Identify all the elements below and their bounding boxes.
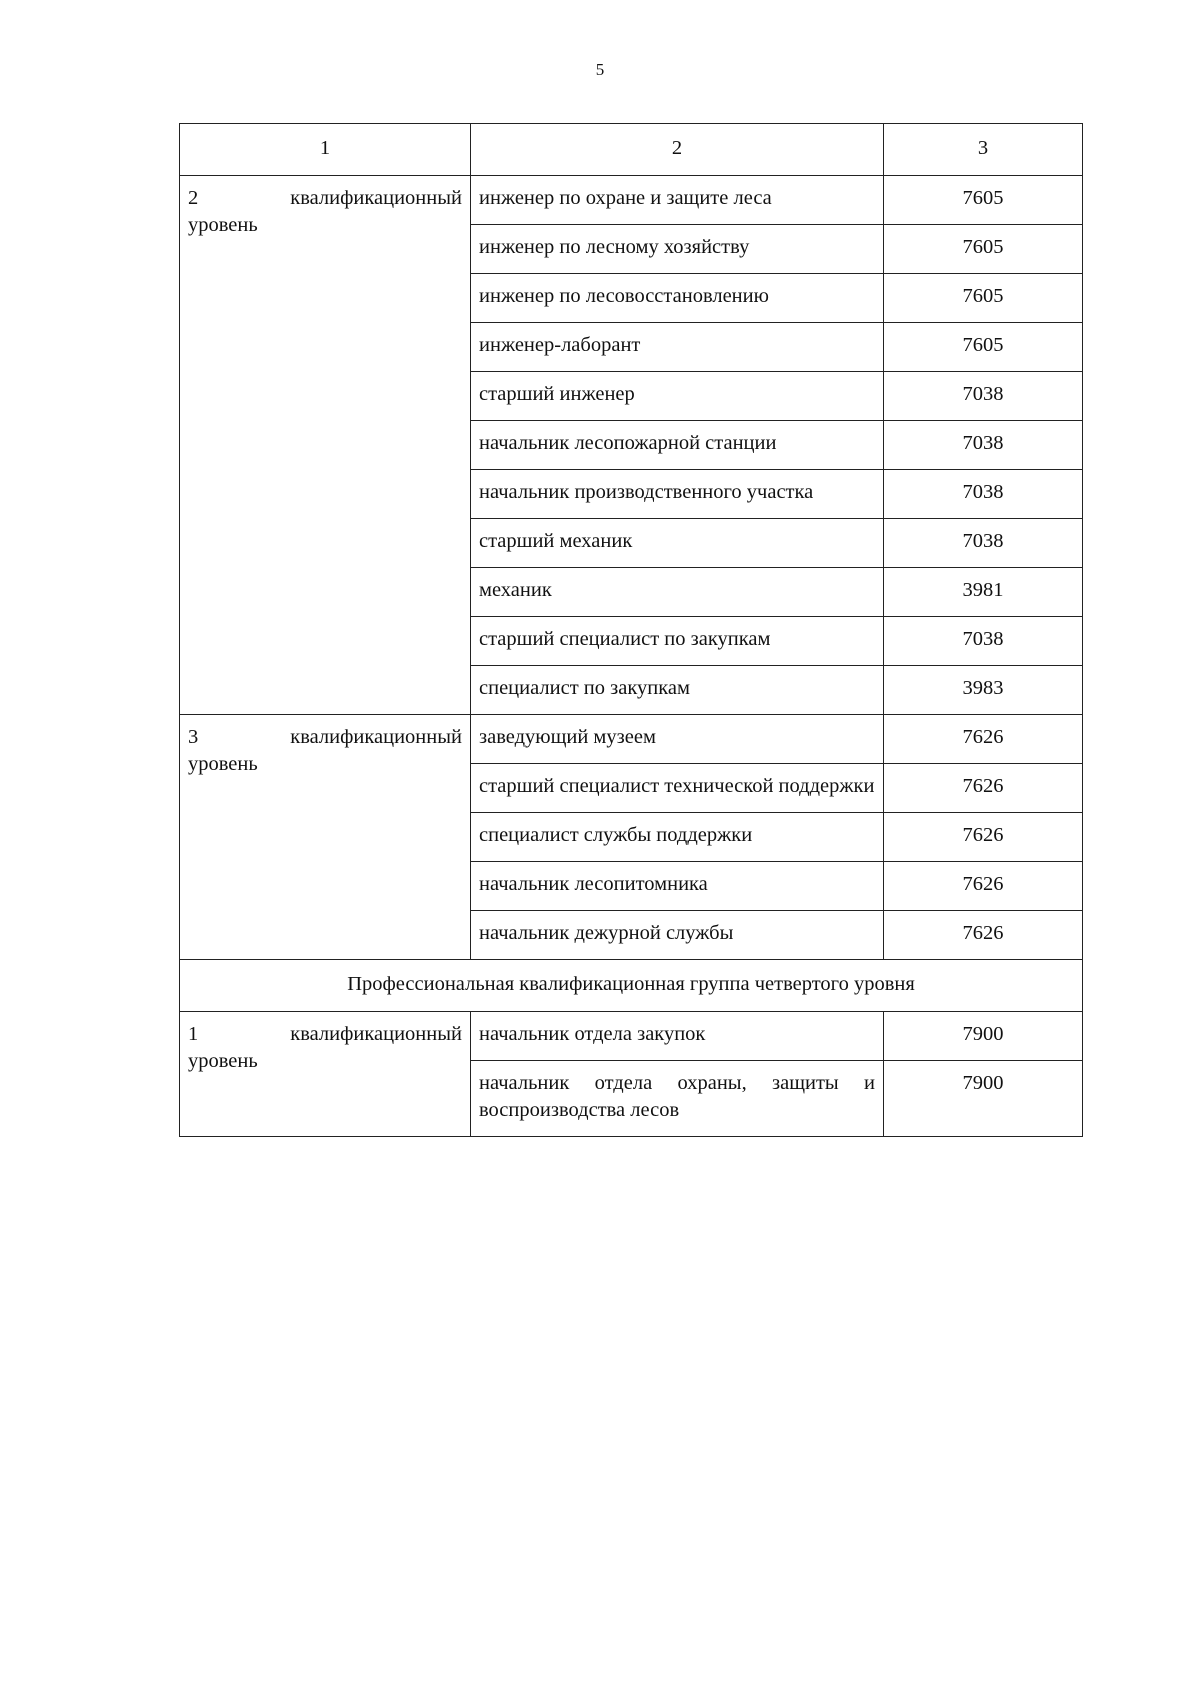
salary-cell: 7605 [884, 323, 1083, 372]
salary-cell: 7626 [884, 715, 1083, 764]
position-cell: специалист службы поддержки [471, 813, 884, 862]
position-cell: инженер по лесному хозяйству [471, 225, 884, 274]
salary-cell: 7900 [884, 1012, 1083, 1061]
header-col-2: 2 [471, 124, 884, 176]
position-cell: специалист по закупкам [471, 666, 884, 715]
salary-cell: 7038 [884, 519, 1083, 568]
salary-cell: 7038 [884, 421, 1083, 470]
salary-cell: 7605 [884, 176, 1083, 225]
salary-cell: 3983 [884, 666, 1083, 715]
salary-table [179, 123, 1083, 1137]
salary-cell: 7626 [884, 911, 1083, 960]
position-cell: старший инженер [471, 372, 884, 421]
salary-cell: 7038 [884, 470, 1083, 519]
salary-cell: 7626 [884, 862, 1083, 911]
position-cell: начальник производственного участка [471, 470, 884, 519]
salary-cell: 7605 [884, 274, 1083, 323]
header-col-1: 1 [180, 124, 471, 176]
table-row [180, 176, 1083, 225]
position-cell: начальник лесопитомника [471, 862, 884, 911]
level-word: квалификационный [290, 1023, 462, 1045]
salary-cell: 7626 [884, 764, 1083, 813]
salary-table-container [179, 123, 1082, 1137]
position-cell: инженер по охране и защите леса [471, 176, 884, 225]
header-col-3: 3 [884, 124, 1083, 176]
table-row [180, 715, 1083, 764]
level-rest: уровень [188, 753, 258, 775]
position-cell: начальник лесопожарной станции [471, 421, 884, 470]
level-rest: уровень [188, 1050, 258, 1072]
salary-cell: 7626 [884, 813, 1083, 862]
level-number: 1 [188, 1023, 199, 1045]
position-cell: заведующий музеем [471, 715, 884, 764]
position-cell: механик [471, 568, 884, 617]
position-cell: начальник отдела закупок [471, 1012, 884, 1061]
qualification-level-cell [180, 1012, 471, 1137]
level-rest: уровень [188, 214, 258, 236]
group-title: Профессиональная квалификационная группа четвертого уровня [180, 960, 1083, 1012]
page-number: 5 [595, 60, 605, 79]
table-header-row [180, 124, 1083, 176]
salary-cell: 3981 [884, 568, 1083, 617]
group-title-row [180, 960, 1083, 1012]
qualification-level-cell [180, 715, 471, 960]
position-cell: начальник дежурной службы [471, 911, 884, 960]
position-cell: старший специалист технической поддержки [471, 764, 884, 813]
table-row [180, 1012, 1083, 1061]
position-cell: старший специалист по закупкам [471, 617, 884, 666]
position-cell: начальник отдела охраны, защиты и воспроизводства лесов [471, 1061, 884, 1137]
salary-cell: 7038 [884, 372, 1083, 421]
qualification-level-cell [180, 176, 471, 715]
position-cell: старший механик [471, 519, 884, 568]
level-word: квалификационный [290, 187, 462, 209]
level-word: квалификационный [290, 726, 462, 748]
salary-cell: 7900 [884, 1061, 1083, 1137]
position-cell: инженер-лаборант [471, 323, 884, 372]
salary-cell: 7038 [884, 617, 1083, 666]
salary-cell: 7605 [884, 225, 1083, 274]
position-cell: инженер по лесовосстановлению [471, 274, 884, 323]
level-number: 2 [188, 187, 199, 209]
level-number: 3 [188, 726, 199, 748]
